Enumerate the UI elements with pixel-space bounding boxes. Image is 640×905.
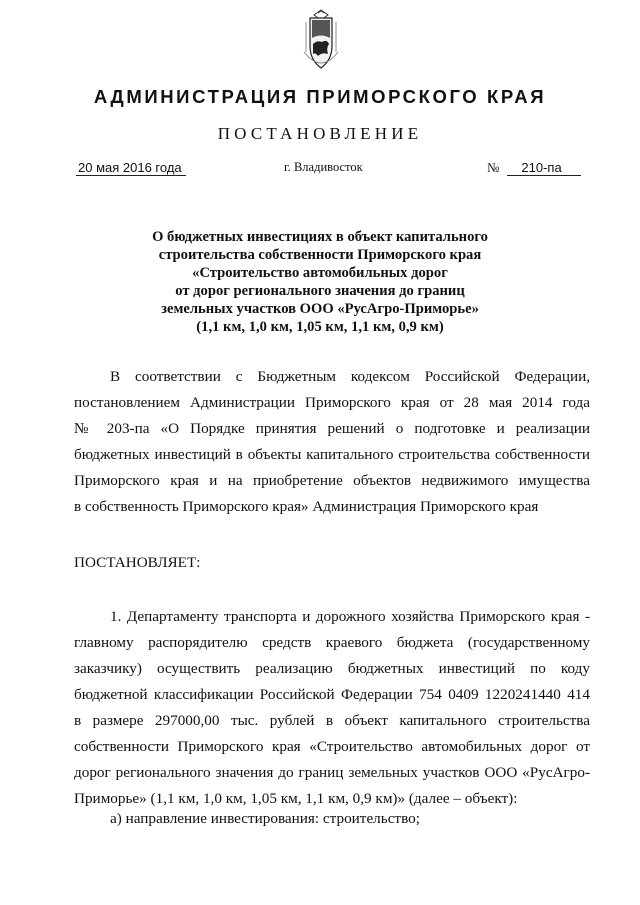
title-line: от дорог регионального значения до границ xyxy=(175,283,465,299)
text-line: Приморского края и на приобретение объектов недвижимого имущества xyxy=(74,472,590,489)
title-line: земельных участков ООО «РусАгро-Приморье» xyxy=(161,301,479,317)
text-line: в собственность Приморского края» Администрация Приморского края xyxy=(74,498,539,515)
organization-name: АДМИНИСТРАЦИЯ ПРИМОРСКОГО КРАЯ xyxy=(93,86,547,107)
text-line: Приморье» (1,1 км, 1,0 км, 1,05 км, 1,1 км, 0,9 км)» (далее – объект): xyxy=(74,790,518,807)
item-1-paragraph xyxy=(74,604,590,812)
text-line: № 203-па «О Порядке принятия решений о подготовке и реализации xyxy=(74,420,590,437)
coat-of-arms-icon xyxy=(298,8,344,76)
preamble-paragraph xyxy=(74,364,590,520)
text-line: а) направление инвестирования: строительство; xyxy=(110,810,420,827)
title-line: (1,1 км, 1,0 км, 1,05 км, 1,1 км, 0,9 км) xyxy=(196,319,444,335)
document-date: 20 мая 2016 года xyxy=(76,160,186,176)
text-line: 1. Департаменту транспорта и дорожного хозяйства Приморского края - xyxy=(110,608,590,625)
number-value: 210-па xyxy=(507,160,581,176)
document-title xyxy=(80,228,560,336)
title-line: строительства собственности Приморского края xyxy=(158,247,482,263)
text-line: в размере 297000,00 тыс. рублей в объект капитального строительства xyxy=(74,712,590,729)
document-number xyxy=(487,160,581,176)
decree-word: ПОСТАНОВЛЯЕТ: xyxy=(74,554,201,571)
text-line: заказчику) осуществить реализацию бюджетных инвестиций по коду xyxy=(74,660,590,677)
text-line: дорог регионального значения до границ земельных участков ООО «РусАгро- xyxy=(74,764,590,781)
item-1a-paragraph xyxy=(74,806,590,832)
title-line: О бюджетных инвестициях в объект капитального xyxy=(152,229,488,245)
text-line: главному распорядителю средств краевого бюджета (государственному xyxy=(74,634,590,651)
text-line: В соответствии с Бюджетным кодексом Российской Федерации, xyxy=(110,368,590,385)
number-sign: № xyxy=(487,160,500,175)
text-line: бюджетных инвестиций в объекты капитального строительства собственности xyxy=(74,446,590,463)
text-line: постановлением Администрации Приморского края от 28 мая 2014 года xyxy=(74,394,590,411)
document-city: г. Владивосток xyxy=(284,160,363,174)
title-line: «Строительство автомобильных дорог xyxy=(192,265,448,281)
document-type: ПОСТАНОВЛЕНИЕ xyxy=(217,124,423,143)
text-line: бюджетной классификации Российской Федерации 754 0409 1220241440 414 xyxy=(74,686,590,703)
text-line: собственности Приморского края «Строительство автомобильных дорог от xyxy=(74,738,590,755)
